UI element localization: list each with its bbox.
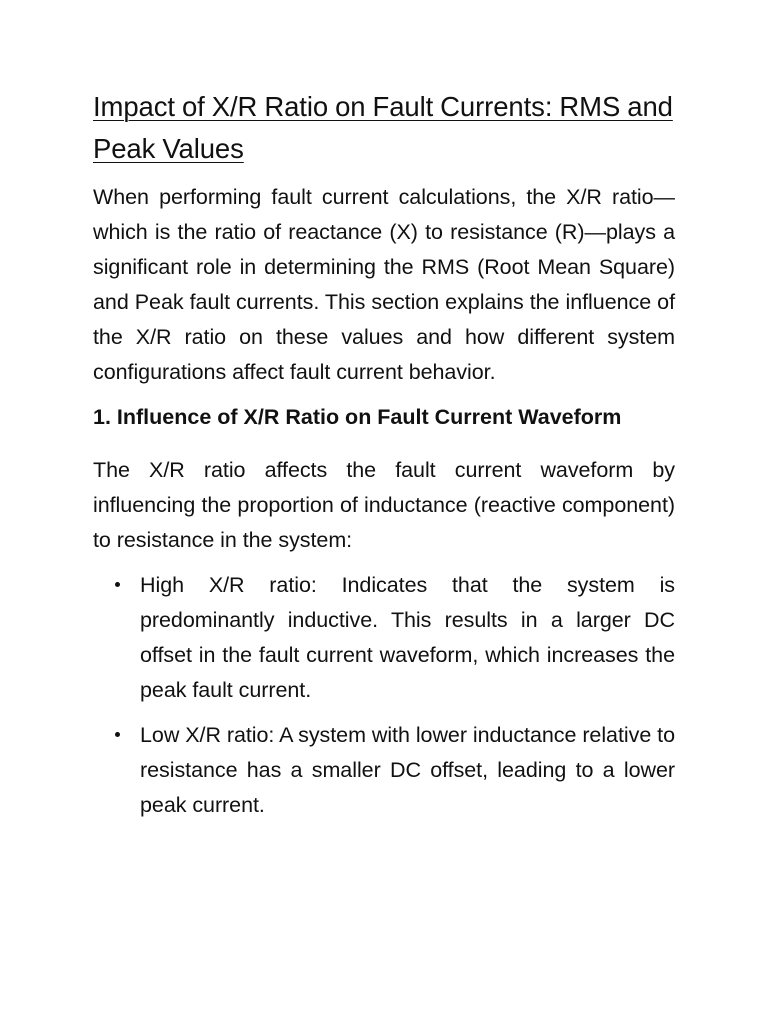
document-title: Impact of X/R Ratio on Fault Currents: RMS and Peak Values xyxy=(93,91,673,164)
document-page xyxy=(93,86,675,833)
list-item-text: High X/R ratio: Indicates that the system is predominantly inductive. This results in a larger DC offset in the fault current waveform, which increases the peak fault current. xyxy=(140,572,675,702)
list-item xyxy=(93,568,675,708)
list-item xyxy=(93,718,675,823)
intro-paragraph: When performing fault current calculations, the X/R ratio—which is the ratio of reactance (X) to resistance (R)—plays a significant role in determining the RMS (Root Mean Square) and Peak fault currents. This section explains the influence of the X/R ratio on these values and how different system configurations affect fault current behavior. xyxy=(93,185,675,384)
bullet-icon xyxy=(115,732,120,737)
bullet-icon xyxy=(115,582,120,587)
section-paragraph: The X/R ratio affects the fault current waveform by influencing the proportion of inductance (reactive component) to resistance in the system: xyxy=(93,457,675,552)
section-heading: 1. Influence of X/R Ratio on Fault Current Waveform xyxy=(93,405,622,429)
list-item-text: Low X/R ratio: A system with lower inductance relative to resistance has a smaller DC offset, leading to a lower peak current. xyxy=(140,722,675,817)
bullet-list xyxy=(93,568,675,823)
